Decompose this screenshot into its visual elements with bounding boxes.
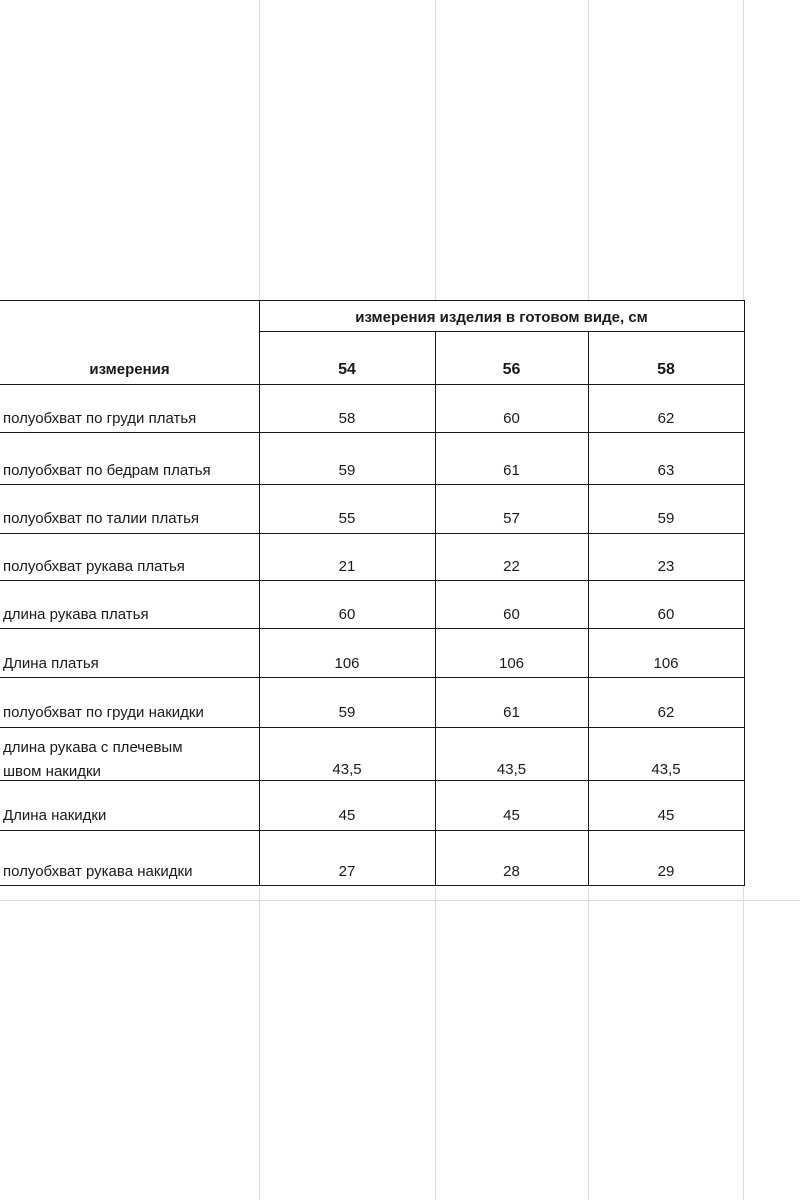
group-title: измерения изделия в готовом виде, см [355,309,648,326]
row-border [0,677,745,678]
table-cell: 59 [338,704,356,721]
size-header-58: 58 [657,361,675,378]
row-label: полуобхват рукава накидки [3,863,193,880]
table-cell: 61 [503,704,520,721]
table-cell: 57 [503,510,520,527]
row-label: полуобхват по груди платья [3,410,197,427]
table-cell: 60 [503,410,520,427]
row-border [0,830,745,831]
gridline [435,0,436,300]
row-label: длина рукава с плечевым швом накидки [3,739,183,780]
row-border [0,628,745,629]
header-divider [259,331,745,332]
table-cell: 45 [503,807,520,824]
table-cell: 43,5 [332,761,362,778]
table-cell: 55 [338,510,356,527]
table-cell: 62 [657,704,675,721]
row-border [0,580,745,581]
gridline [0,900,800,901]
row-label: полуобхват рукава платья [3,558,185,575]
size-header-54: 54 [338,361,356,378]
table-cell: 22 [503,558,520,575]
table-cell: 29 [657,863,675,880]
table-cell: 63 [657,462,675,479]
table-cell: 45 [657,807,675,824]
row-label: Длина накидки [3,807,107,824]
size-header-56: 56 [502,361,521,378]
row-label-header: измерения [89,361,170,378]
row-border [0,484,745,485]
table-cell: 59 [657,510,675,527]
column-border [744,300,745,886]
table-cell: 27 [338,863,356,880]
row-label: полуобхват по груди накидки [3,704,204,721]
table-cell: 60 [338,606,356,623]
row-label: длина рукава платья [3,606,149,623]
table-cell: 28 [503,863,520,880]
gridline [743,0,744,300]
table-cell: 45 [338,807,356,824]
gridline [588,0,589,300]
column-border [259,300,260,886]
gridline [743,885,744,1200]
table-cell: 58 [338,410,356,427]
row-border [0,727,745,728]
table-cell: 106 [498,655,525,672]
table-cell: 43,5 [496,761,527,778]
table-cell: 106 [334,655,360,672]
table-cell: 60 [503,606,520,623]
table-cell: 43,5 [651,761,681,778]
table-border-top [0,300,745,301]
row-label: Длина платья [3,655,99,672]
row-label: полуобхват по бедрам платья [3,462,211,479]
row-border [0,432,745,433]
gridline [588,885,589,1200]
gridline [259,0,260,300]
table-cell: 61 [503,462,520,479]
row-border [0,885,745,886]
table-cell: 21 [338,558,356,575]
table-cell: 23 [657,558,675,575]
gridline [259,885,260,1200]
table-cell: 59 [338,462,356,479]
row-border [0,533,745,534]
row-border [0,384,745,385]
table-cell: 106 [653,655,679,672]
table-cell: 62 [657,410,675,427]
gridline [435,885,436,1200]
table-cell: 60 [657,606,675,623]
row-label: полуобхват по талии платья [3,510,200,527]
